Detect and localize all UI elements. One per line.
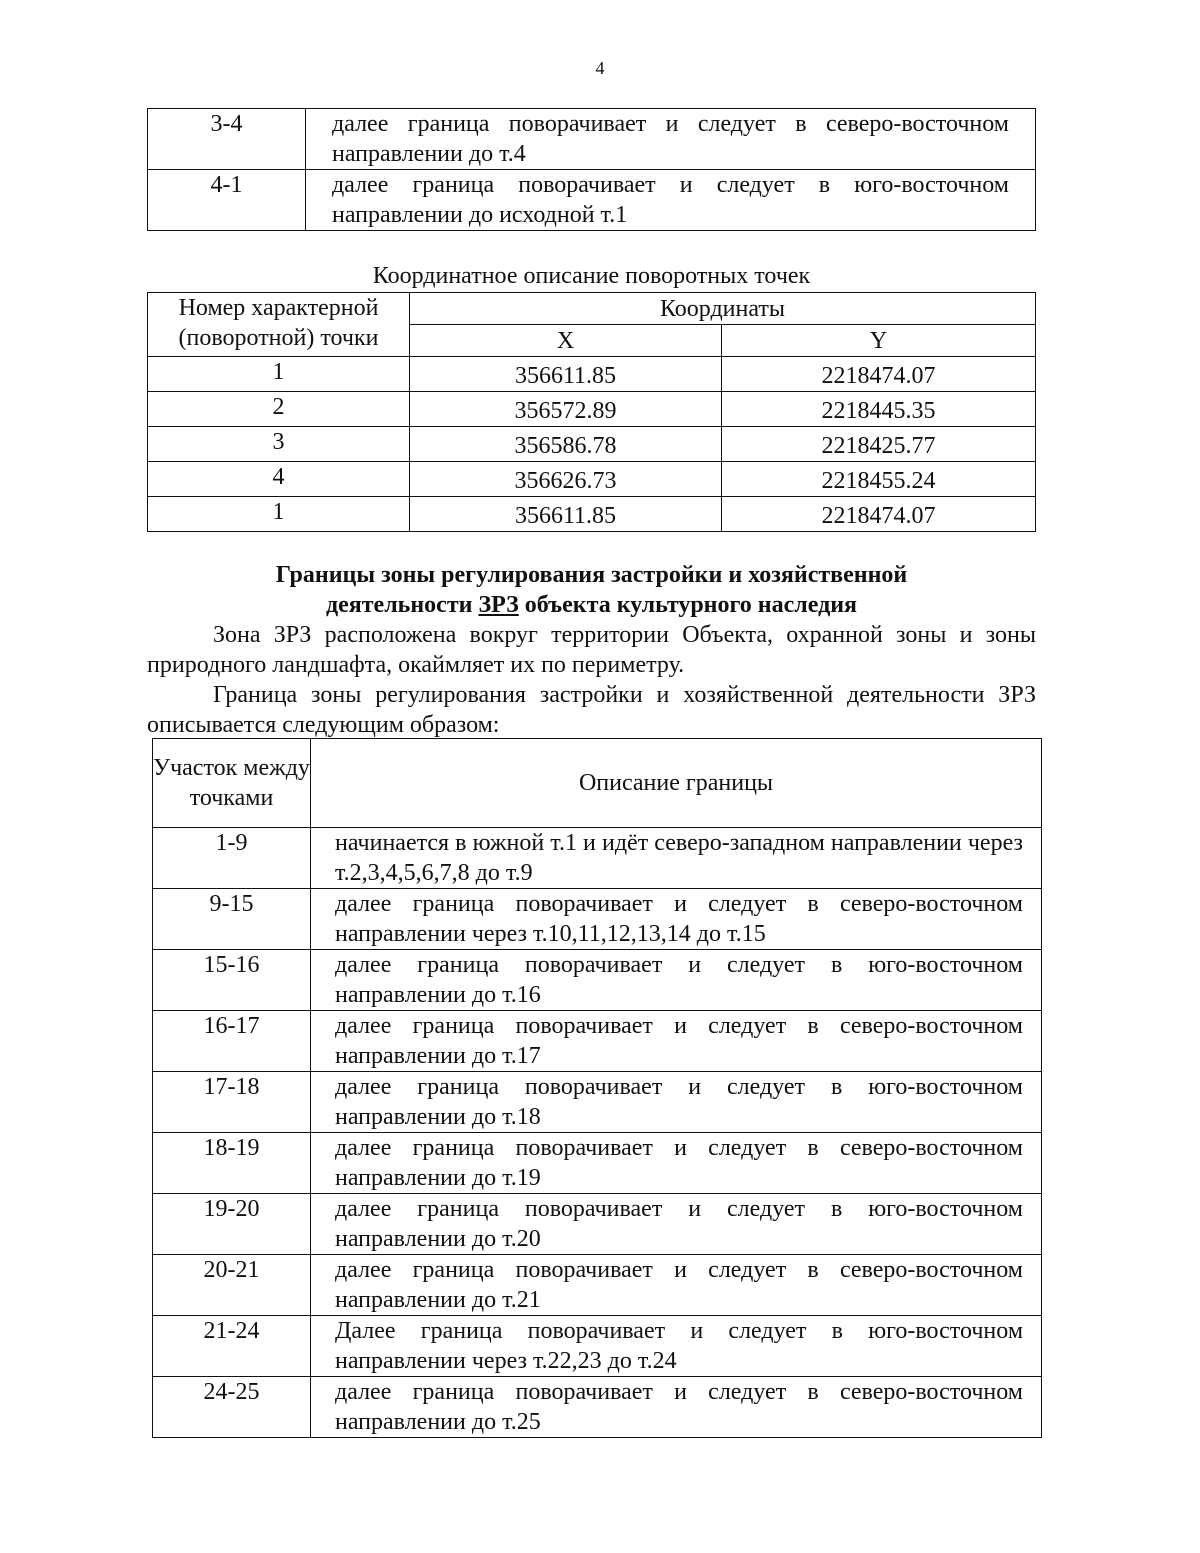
- section-cell: 19-20: [153, 1194, 311, 1255]
- table-row: [148, 497, 1036, 532]
- header-y: Y: [722, 325, 1036, 357]
- description-cell: далее граница поворачивает и следует в северо-восточном направлении через т.10,11,12,13,14 до т.15: [311, 889, 1042, 950]
- table-row: [153, 1133, 1042, 1194]
- x-cell: 356572.89: [410, 392, 722, 427]
- table-row: [153, 828, 1042, 889]
- section-heading-line1: Границы зоны регулирования застройки и хозяйственной: [275, 562, 908, 588]
- table-row: [153, 1194, 1042, 1255]
- table-row: [148, 170, 1036, 231]
- paragraph-zone-location: Зона ЗРЗ расположена вокруг территории Объекта, охранной зоны и зоны природного ландшафта, окаймляет их по периметру.: [147, 622, 1036, 678]
- header-point-number: Номер характерной (поворотной) точки: [148, 293, 410, 357]
- description-cell: далее граница поворачивает и следует в северо-восточном направлении до т.17: [311, 1011, 1042, 1072]
- coordinates-table: [147, 292, 1036, 532]
- section-cell: 24-25: [153, 1377, 311, 1438]
- point-number-cell: 1: [148, 497, 410, 532]
- description-cell: далее граница поворачивает и следует в северо-восточном направлении до т.25: [311, 1377, 1042, 1438]
- table-row: [153, 1377, 1042, 1438]
- point-number-cell: 2: [148, 392, 410, 427]
- table-row: [148, 357, 1036, 392]
- description-cell: далее граница поворачивает и следует в северо-восточном направлении до т.21: [311, 1255, 1042, 1316]
- description-cell: начинается в южной т.1 и идёт северо-западном направлении через т.2,3,4,5,6,7,8 до т.9: [311, 828, 1042, 889]
- table-row: [153, 950, 1042, 1011]
- heading-text: деятельности: [325, 592, 479, 618]
- header-section: Участок между точками: [153, 739, 311, 828]
- table-row: [153, 1072, 1042, 1133]
- point-number-cell: 1: [148, 357, 410, 392]
- point-number-cell: 3: [148, 427, 410, 462]
- heading-text: объекта культурного наследия: [518, 592, 858, 618]
- point-number-cell: 4: [148, 462, 410, 497]
- header-x: X: [410, 325, 722, 357]
- x-cell: 356611.85: [410, 497, 722, 532]
- y-cell: 2218445.35: [722, 392, 1036, 427]
- section-cell: 20-21: [153, 1255, 311, 1316]
- paragraph-boundary-intro: Граница зоны регулирования застройки и хозяйственной деятельности ЗРЗ описывается следующим образом:: [147, 682, 1036, 738]
- boundary-table-continued: [147, 108, 1036, 231]
- section-cell: 16-17: [153, 1011, 311, 1072]
- table-row: [153, 889, 1042, 950]
- table-row: [153, 1255, 1042, 1316]
- y-cell: 2218474.07: [722, 357, 1036, 392]
- y-cell: 2218474.07: [722, 497, 1036, 532]
- coords-table-caption: Координатное описание поворотных точек: [372, 263, 811, 289]
- table-row: [148, 427, 1036, 462]
- description-cell: далее граница поворачивает и следует в юго-восточном направлении до т.18: [311, 1072, 1042, 1133]
- section-cell: 1-9: [153, 828, 311, 889]
- table-row: [148, 462, 1036, 497]
- description-cell: далее граница поворачивает и следует в северо-восточном направлении до т.19: [311, 1133, 1042, 1194]
- header-description: Описание границы: [311, 739, 1042, 828]
- section-cell: 4-1: [148, 170, 306, 231]
- x-cell: 356611.85: [410, 357, 722, 392]
- description-cell: далее граница поворачивает и следует в юго-восточном направлении до т.16: [311, 950, 1042, 1011]
- x-cell: 356586.78: [410, 427, 722, 462]
- description-cell: далее граница поворачивает и следует в юго-восточном направлении до т.20: [311, 1194, 1042, 1255]
- description-cell: далее граница поворачивает и следует в юго-восточном направлении до исходной т.1: [306, 170, 1036, 231]
- section-heading-line2: [147, 592, 1036, 619]
- description-cell: далее граница поворачивает и следует в северо-восточном направлении до т.4: [306, 109, 1036, 170]
- table-row: [153, 1011, 1042, 1072]
- y-cell: 2218425.77: [722, 427, 1036, 462]
- section-cell: 15-16: [153, 950, 311, 1011]
- section-cell: 18-19: [153, 1133, 311, 1194]
- header-coordinates: Координаты: [410, 293, 1036, 325]
- description-cell: Далее граница поворачивает и следует в юго-восточном направлении через т.22,23 до т.24: [311, 1316, 1042, 1377]
- heading-abbreviation: ЗРЗ: [478, 592, 519, 618]
- table-row: [148, 109, 1036, 170]
- boundary-description-table: [152, 738, 1042, 1438]
- section-cell: 21-24: [153, 1316, 311, 1377]
- section-cell: 9-15: [153, 889, 311, 950]
- section-cell: 3-4: [148, 109, 306, 170]
- y-cell: 2218455.24: [722, 462, 1036, 497]
- table-row: [148, 392, 1036, 427]
- section-cell: 17-18: [153, 1072, 311, 1133]
- table-row: [153, 1316, 1042, 1377]
- page-number: 4: [595, 58, 605, 78]
- x-cell: 356626.73: [410, 462, 722, 497]
